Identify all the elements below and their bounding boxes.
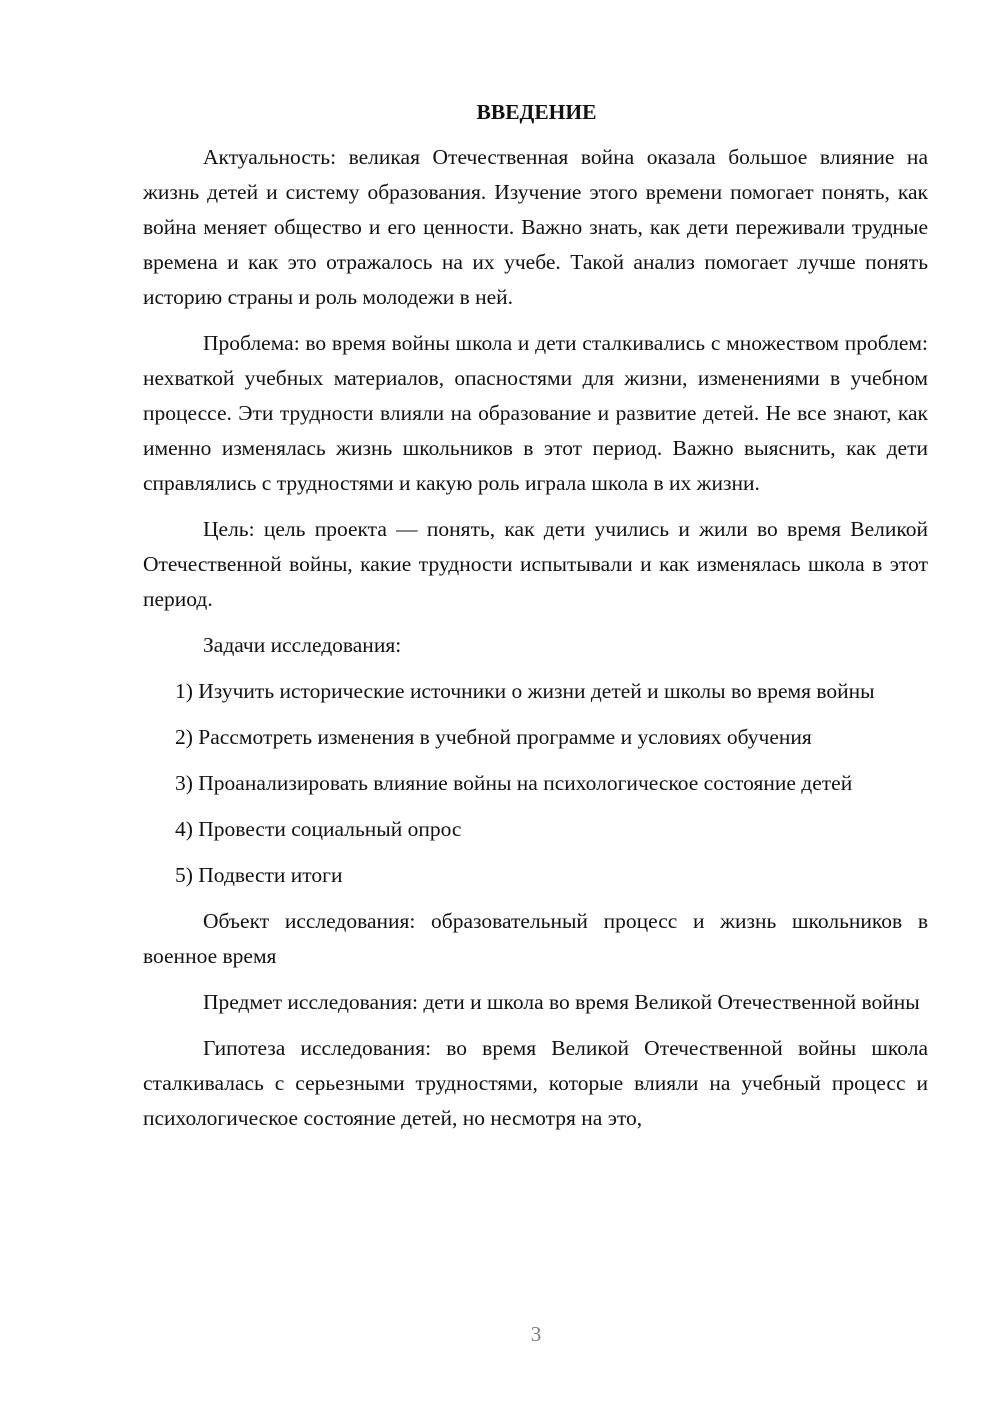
document-page xyxy=(143,95,928,1147)
paragraph-subject: Предмет исследования: дети и школа во время Великой Отечественной войны xyxy=(203,990,920,1014)
task-item-4: 4) Провести социальный опрос xyxy=(175,817,462,841)
task-item-5: 5) Подвести итоги xyxy=(175,863,343,887)
paragraph-hypothesis: Гипотеза исследования: во время Великой Отечественной войны школа сталкивалась с серьезными трудностями, которые влияли на учебный процесс и психологическое состояние детей, но несмотря на это, xyxy=(143,1036,928,1130)
paragraph-relevance: Актуальность: великая Отечественная война оказала большое влияние на жизнь детей и систему образования. Изучение этого времени помогает понять, как война меняет общество и его ценности. Важно знать, как дети переживали трудные времена и как это отражалось на их учебе. Такой анализ помогает лучше понять историю страны и роль молодежи в ней. xyxy=(143,145,928,309)
tasks-heading: Задачи исследования: xyxy=(203,633,402,657)
paragraph-problem: Проблема: во время войны школа и дети сталкивались с множеством проблем: нехваткой учебных материалов, опасностями для жизни, изменениями в учебном процессе. Эти трудности влияли на образование и развитие детей. Не все знают, как именно изменялась жизнь школьников в этот период. Важно выяснить, как дети справлялись с трудностями и какую роль играла школа в их жизни. xyxy=(143,331,928,495)
page-number: 3 xyxy=(530,1322,542,1346)
task-item-1: 1) Изучить исторические источники о жизни детей и школы во время войны xyxy=(175,679,875,703)
task-item-2: 2) Рассмотреть изменения в учебной программе и условиях обучения xyxy=(175,725,812,749)
page-title: ВВЕДЕНИЕ xyxy=(476,100,597,124)
paragraph-object: Объект исследования: образовательный процесс и жизнь школьников в военное время xyxy=(143,909,928,968)
task-item-3: 3) Проанализировать влияние войны на психологическое состояние детей xyxy=(175,771,853,795)
paragraph-goal: Цель: цель проекта — понять, как дети учились и жили во время Великой Отечественной войны, какие трудности испытывали и как изменялась школа в этот период. xyxy=(143,517,928,611)
